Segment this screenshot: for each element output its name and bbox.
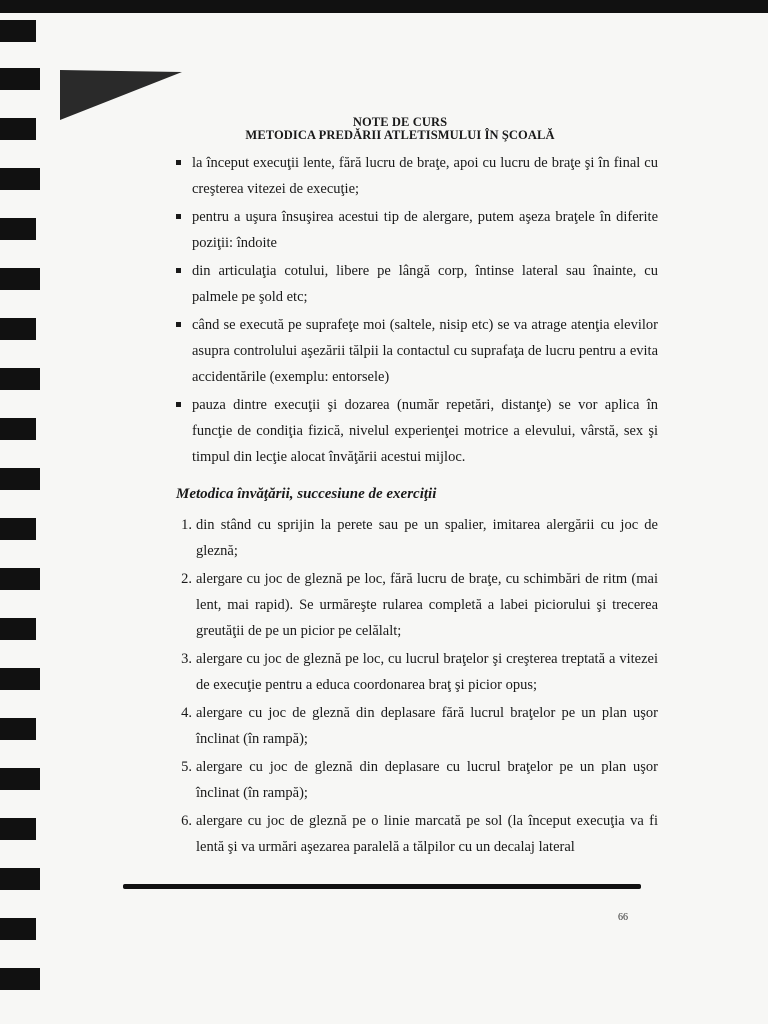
spiral-binding bbox=[0, 0, 44, 1024]
binding-hole bbox=[0, 318, 36, 340]
binding-hole bbox=[0, 418, 36, 440]
corner-mark bbox=[60, 70, 184, 122]
binding-hole bbox=[0, 618, 36, 640]
header-line-2: METODICA PREDĂRII ATLETISMULUI ÎN ŞCOALĂ bbox=[245, 128, 555, 142]
exercise-number: 6. bbox=[181, 813, 192, 829]
binding-hole bbox=[0, 118, 36, 140]
exercise-text: alergare cu joc de gleznă pe loc, cu lucrul braţelor şi creşterea treptată a vitezei de execuţie pentru a educa coordonarea braţ şi picior opus; bbox=[196, 651, 658, 693]
page-number: 66 bbox=[618, 912, 628, 923]
binding-hole bbox=[0, 968, 40, 990]
exercise-number: 3. bbox=[181, 651, 192, 667]
binding-hole bbox=[0, 818, 36, 840]
exercise-item bbox=[172, 700, 658, 752]
page-header bbox=[240, 116, 560, 142]
exercise-item bbox=[172, 566, 658, 644]
exercise-number: 5. bbox=[181, 759, 192, 775]
binding-hole bbox=[0, 868, 40, 890]
exercise-list bbox=[172, 512, 658, 860]
binding-hole bbox=[0, 518, 36, 540]
binding-hole bbox=[0, 718, 36, 740]
binding-hole bbox=[0, 368, 40, 390]
bullet-list bbox=[172, 150, 658, 470]
binding-hole bbox=[0, 218, 36, 240]
exercise-item bbox=[172, 646, 658, 698]
binding-hole bbox=[0, 668, 40, 690]
bullet-item: la început execuţii lente, fără lucru de braţe, apoi cu lucru de braţe şi în final cu creşterea vitezei de execuţie; bbox=[172, 150, 658, 202]
exercise-item bbox=[172, 808, 658, 860]
exercise-text: alergare cu joc de gleznă pe o linie marcată pe sol (la început execuţia va fi lentă şi va urmări aşezarea paralelă a tălpilor cu un decalaj lateral bbox=[196, 813, 658, 855]
bullet-item: când se execută pe suprafeţe moi (saltele, nisip etc) se va atrage atenţia elevilor asupra controlului aşezării tălpii la contactul cu suprafaţa de lucru pentru a evita accidentările (exemplu: entorsele) bbox=[172, 312, 658, 390]
binding-hole bbox=[0, 468, 40, 490]
binding-hole bbox=[0, 268, 40, 290]
footer-rule bbox=[123, 884, 641, 889]
page-body bbox=[172, 150, 658, 862]
binding-hole bbox=[0, 68, 40, 90]
binding-hole bbox=[0, 568, 40, 590]
exercise-number: 2. bbox=[181, 571, 192, 587]
exercise-item bbox=[172, 754, 658, 806]
binding-hole bbox=[0, 768, 40, 790]
exercise-number: 4. bbox=[181, 705, 192, 721]
scan-top-edge bbox=[0, 0, 768, 13]
bullet-item: pauza dintre execuţii şi dozarea (număr repetări, distanţe) se vor aplica în funcţie de condiţia fizică, nivelul experienţei motrice a elevului, vârstă, sex şi timpul din lecţie alocat învăţării acestui mijloc. bbox=[172, 392, 658, 470]
binding-hole bbox=[0, 20, 36, 42]
exercise-number: 1. bbox=[181, 517, 192, 533]
exercise-text: din stând cu sprijin la perete sau pe un spalier, imitarea alergării cu joc de gleznă; bbox=[196, 517, 658, 559]
exercise-text: alergare cu joc de gleznă din deplasare cu lucrul braţelor pe un plan uşor înclinat (în rampă); bbox=[196, 759, 658, 801]
exercise-text: alergare cu joc de gleznă din deplasare fără lucrul braţelor pe un plan uşor înclinat (în rampă); bbox=[196, 705, 658, 747]
exercise-text: alergare cu joc de gleznă pe loc, fără lucru de braţe, cu schimbări de ritm (mai lent, mai rapid). Se urmăreşte rularea completă a labei piciorului şi trecerea greutăţii de pe un picior pe celălalt; bbox=[196, 571, 658, 639]
binding-hole bbox=[0, 918, 36, 940]
binding-hole bbox=[0, 168, 40, 190]
bullet-item: din articulaţia cotului, libere pe lângă corp, întinse lateral sau înainte, cu palmele pe şold etc; bbox=[172, 258, 658, 310]
section-title: Metodica învăţării, succesiune de exerciţii bbox=[176, 486, 437, 502]
header-line-1: NOTE DE CURS bbox=[352, 115, 448, 129]
exercise-item bbox=[172, 512, 658, 564]
bullet-item: pentru a uşura însuşirea acestui tip de alergare, putem aşeza braţele în diferite poziţii: îndoite bbox=[172, 204, 658, 256]
